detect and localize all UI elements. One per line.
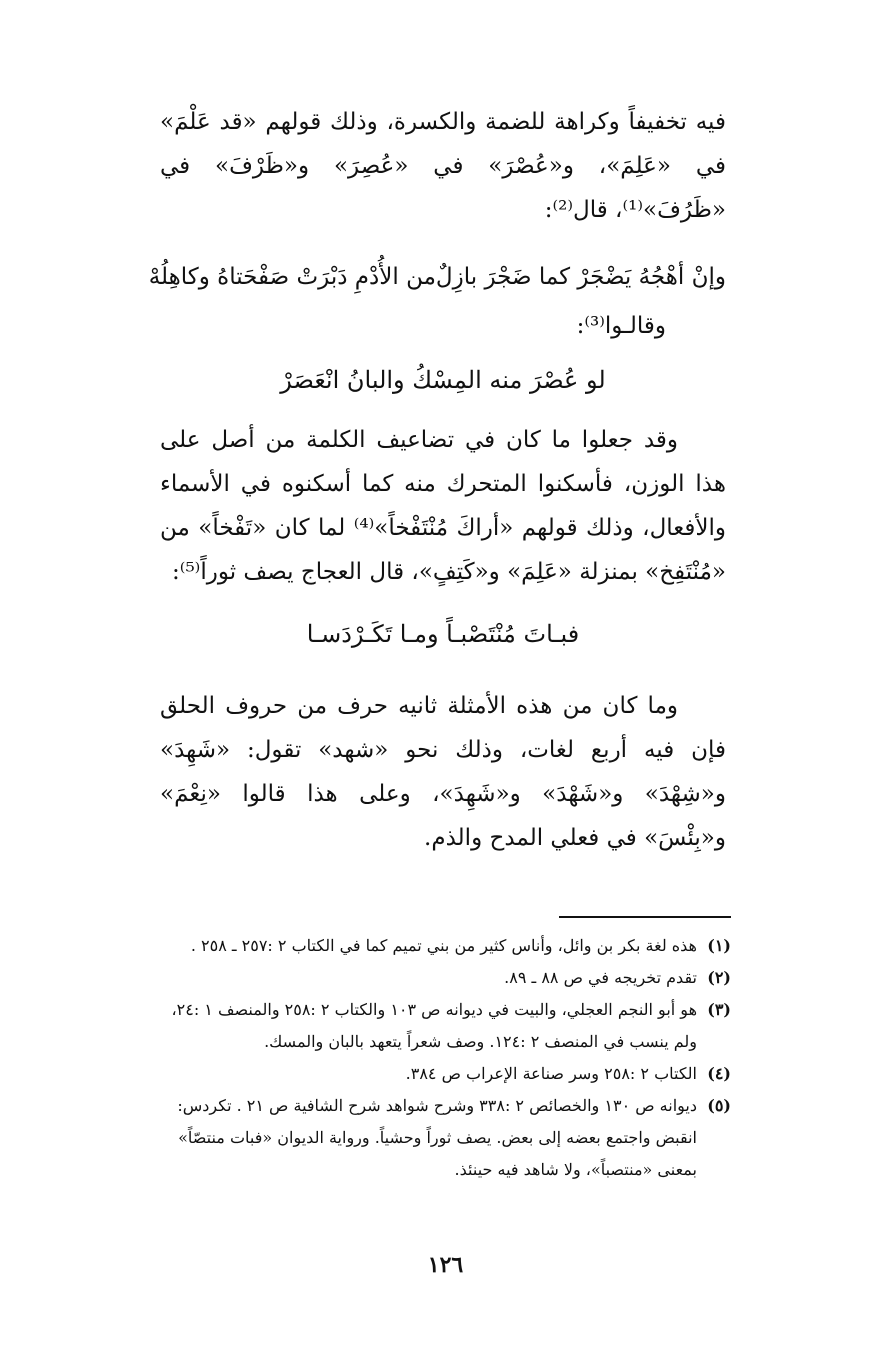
- page-number: ١٢٦: [427, 1252, 464, 1278]
- footnote-text: [160, 962, 697, 994]
- verse-1-first-hemistich: وإنْ أهْجُهُ يَضْجَرْ كما ضَجْرَ بازِلٌ: [435, 264, 726, 290]
- footnote-separator: [559, 916, 731, 918]
- footnote-text: [160, 994, 697, 1058]
- footnote-line: انقبض واجتمع بعضه إلى بعض. يصف ثوراً وحشياً. ورواية الديوان «فبات منتصّاً»: [178, 1128, 697, 1147]
- paragraph-3: وما كان من هذه الأمثلة ثانيه حرف من حروف الحلق فإن فيه أربع لغات، وذلك نحو «شهد» تقول: «شَهِدَ» و«شِهْدَ» و«شَهْدَ» و«شَهِدَ»، وعلى هذا قالوا «نِعْمَ» و«بِئْسَ» في فعلي المدح والذم.: [160, 693, 726, 851]
- footnote-text: [160, 1058, 697, 1090]
- footnote-text: [160, 930, 697, 962]
- footnote-line: بمعنى «منتصباً»، ولا شاهد فيه حينئذ.: [454, 1160, 697, 1179]
- footnote-number: (٢): [707, 968, 731, 987]
- footnote-line: ولم ينسب في المنصف ٢ :١٢٤. وصف شعراً يتعهد بالبان والمسك.: [264, 1032, 697, 1051]
- paragraph-2: وقد جعلوا ما كان في تضاعيف الكلمة من أصل على هذا الوزن، فأسكنوا المتحرك منه كما أسكنوه في الأسماء والأفعال، وذلك قولهم «أراكَ مُنْتَفْخاً»⁽⁴⁾ لما كان «تَفْخاً» من «مُنْتَفِخ» بمنزلة «عَلِمَ» و«كَتِفٍ»، قال العجاج يصف ثوراً⁽⁵⁾:: [160, 427, 727, 585]
- verse-line-1: [148, 254, 726, 300]
- footnote-3: [160, 994, 731, 1058]
- footnote-number: (٥): [707, 1096, 731, 1115]
- footnote-line: هذه لغة بكر بن وائل، وأناس كثير من بني تميم كما في الكتاب ٢ :٢٥٧ ـ ٢٥٨ .: [190, 936, 697, 955]
- footnotes: [160, 930, 731, 1186]
- footnote-4: [160, 1058, 731, 1090]
- verse-line-2: لو عُصْرَ منه المِسْكُ والبانُ انْعَصَرْ: [280, 366, 606, 394]
- qalu-line: وقالـوا⁽³⁾:: [576, 313, 666, 339]
- verse-line-3: فبـاتَ مُنْتَصْبـاً ومـا تَكَـرْدَسـا: [306, 620, 580, 648]
- footnote-line: الكتاب ٢ :٢٥٨ وسر صناعة الإعراب ص ٣٨٤.: [405, 1064, 697, 1083]
- footnote-number: (٤): [707, 1064, 731, 1083]
- footnote-2: [160, 962, 731, 994]
- footnote-number: (١): [707, 936, 731, 955]
- footnote-number: (٣): [707, 1000, 731, 1019]
- paragraph-1: فيه تخفيفاً وكراهة للضمة والكسرة، وذلك قولهم «قد عَلْمَ» في «عَلِمَ»، و«عُصْرَ» في «عُصِرَ» و«ظَرْفَ» في «ظَرُفَ»⁽¹⁾، قال⁽²⁾:: [160, 109, 726, 223]
- verse-1-second-hemistich: من الأُدْمِ دَبْرَتْ صَفْحَتاهُ وكاهِلُهْ: [148, 264, 436, 290]
- footnote-line: ديوانه ص ١٣٠ والخصائص ٢ :٣٣٨ وشرح شواهد شرح الشافية ص ٢١ . تكردس:: [177, 1096, 697, 1115]
- footnote-line: هو أبو النجم العجلي، والبيت في ديوانه ص ١٠٣ والكتاب ٢ :٢٥٨ والمنصف ١ :٢٤،: [171, 1000, 697, 1019]
- footnote-line: تقدم تخريجه في ص ٨٨ ـ ٨٩.: [504, 968, 697, 987]
- footnote-text: [160, 1090, 697, 1186]
- footnote-1: [160, 930, 731, 962]
- footnote-5: [160, 1090, 731, 1186]
